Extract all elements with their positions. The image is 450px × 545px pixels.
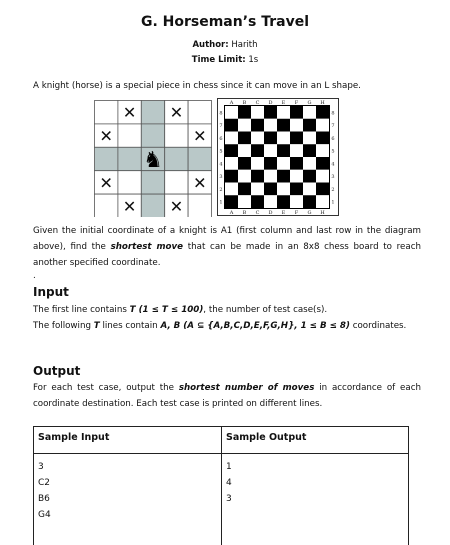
sample-output-cell <box>222 454 409 545</box>
board-square <box>316 170 329 183</box>
output-description <box>33 380 421 412</box>
board-square <box>238 132 251 145</box>
diagram-cell <box>141 171 164 194</box>
file-label: A <box>229 100 234 106</box>
board-square <box>303 157 316 170</box>
board-square <box>277 157 290 170</box>
rank-label: 6 <box>219 135 223 142</box>
diagram-cell <box>118 124 141 147</box>
problem-title: G. Horseman’s Travel <box>140 14 310 30</box>
board-square <box>238 106 251 119</box>
separator-dot: . <box>33 271 36 281</box>
rank-label: 8 <box>331 110 335 117</box>
diagram-cell <box>141 194 164 217</box>
file-label: D <box>268 100 273 106</box>
sample-output-line: 1 <box>226 462 232 472</box>
board-square <box>277 106 290 119</box>
rank-label: 1 <box>331 199 335 206</box>
board-square <box>238 183 251 196</box>
input-line2-c: coordinates. <box>349 321 407 331</box>
file-label: E <box>281 210 286 216</box>
x-mark-icon: ✕ <box>122 196 137 216</box>
sample-input-line: G4 <box>38 510 51 520</box>
input-line2-b: lines contain <box>99 321 161 331</box>
board-square <box>316 183 329 196</box>
board-square <box>251 119 264 132</box>
description-part1: Given the initial coordinate of a knight is A1 (first column and last row in the diagram above), find the <box>33 226 421 252</box>
author-line <box>0 40 450 50</box>
author-value: Harith <box>231 40 258 50</box>
description-emphasis: shortest move <box>110 242 184 252</box>
input-line1-b: , the number of test case(s). <box>203 305 328 315</box>
board-square <box>264 132 277 145</box>
board-square <box>277 170 290 183</box>
rank-label: 8 <box>219 110 223 117</box>
sample-table <box>33 426 409 545</box>
diagram-cell <box>118 171 141 194</box>
board-square <box>264 195 277 208</box>
x-mark-icon: ✕ <box>193 126 207 146</box>
board-square <box>251 132 264 145</box>
sample-output-header: Sample Output <box>222 427 409 454</box>
sample-output-line: 3 <box>226 494 232 504</box>
input-line2-emph2: A, B (A ⊆ {A,B,C,D,E,F,G,H}, 1 ≤ B ≤ 8) <box>160 321 350 331</box>
board-square <box>225 106 238 119</box>
sample-input-line: B6 <box>38 494 50 504</box>
board-square <box>238 157 251 170</box>
sample-input-cell <box>34 454 222 545</box>
diagram-cell <box>188 147 211 170</box>
file-label: F <box>294 100 299 106</box>
file-label: C <box>255 100 260 106</box>
diagram-cell <box>118 147 141 170</box>
rank-label: 4 <box>219 161 223 168</box>
board-square <box>290 195 303 208</box>
input-description <box>33 302 421 334</box>
board-square <box>225 183 238 196</box>
board-square <box>251 195 264 208</box>
diagram-cell <box>95 101 118 124</box>
board-square <box>251 144 264 157</box>
sample-input-header: Sample Input <box>34 427 222 454</box>
time-limit-label: Time Limit: <box>191 55 246 65</box>
knight-icon: ♞ <box>143 148 163 173</box>
board-square <box>316 144 329 157</box>
board-square <box>251 183 264 196</box>
board-square <box>290 170 303 183</box>
board-square <box>316 195 329 208</box>
rank-label: 2 <box>331 186 335 193</box>
chess-board <box>217 98 339 216</box>
file-label: G <box>307 100 312 106</box>
sample-input-line: 3 <box>38 462 44 472</box>
input-heading: Input <box>33 285 69 299</box>
board-square <box>264 183 277 196</box>
rank-label: 6 <box>331 135 335 142</box>
board-square <box>303 132 316 145</box>
x-mark-icon: ✕ <box>169 103 184 123</box>
diagram-cell <box>141 124 164 147</box>
rank-label: 2 <box>219 186 223 193</box>
sample-output-line: 4 <box>226 478 232 488</box>
file-label: F <box>294 210 299 216</box>
board-square <box>277 132 290 145</box>
rank-label: 7 <box>331 123 335 130</box>
board-square <box>303 106 316 119</box>
board-square <box>277 195 290 208</box>
input-line2-a: The following <box>33 321 94 331</box>
rank-label: 5 <box>219 148 223 155</box>
board-square <box>225 170 238 183</box>
diagram-cell <box>165 124 188 147</box>
intro-text: A knight (horse) is a special piece in chess since it can move in an L shape. <box>33 81 361 91</box>
board-square <box>290 119 303 132</box>
diagram-cell <box>141 101 164 124</box>
board-square <box>303 170 316 183</box>
board-square <box>251 157 264 170</box>
output-heading: Output <box>33 364 81 378</box>
input-line1-emph: T (1 ≤ T ≤ 100) <box>129 305 204 315</box>
board-square <box>290 132 303 145</box>
file-label: C <box>255 210 260 216</box>
input-line2-emph1: T <box>93 321 100 331</box>
sample-input-line: C2 <box>38 478 51 488</box>
board-square <box>316 157 329 170</box>
board-square <box>251 170 264 183</box>
knight-move-diagram <box>94 100 212 217</box>
diagram-cell <box>165 171 188 194</box>
board-square <box>290 183 303 196</box>
board-square <box>225 157 238 170</box>
rank-label: 4 <box>331 161 335 168</box>
author-label: Author: <box>192 40 229 50</box>
board-square <box>225 119 238 132</box>
x-mark-icon: ✕ <box>99 126 113 146</box>
board-square <box>264 157 277 170</box>
board-square <box>264 119 277 132</box>
board-square <box>264 106 277 119</box>
file-label: D <box>268 210 273 216</box>
rank-label: 3 <box>219 174 223 181</box>
x-mark-icon: ✕ <box>193 173 207 193</box>
rank-label: 3 <box>331 174 335 181</box>
board-square <box>316 132 329 145</box>
board-square <box>303 183 316 196</box>
board-square <box>290 157 303 170</box>
board-square <box>277 183 290 196</box>
diagram-cell <box>95 147 118 170</box>
file-label: B <box>242 210 247 216</box>
board-square <box>316 106 329 119</box>
board-square <box>264 170 277 183</box>
board-square <box>264 144 277 157</box>
board-square <box>225 195 238 208</box>
time-limit-value: 1s <box>248 55 259 65</box>
diagram-cell <box>188 194 211 217</box>
diagram-cell <box>165 147 188 170</box>
time-limit-line <box>0 55 450 65</box>
board-square <box>277 144 290 157</box>
board-square <box>316 119 329 132</box>
file-label: B <box>242 100 247 106</box>
board-square <box>303 195 316 208</box>
board-square <box>238 195 251 208</box>
board-square <box>238 170 251 183</box>
board-square <box>225 144 238 157</box>
output-text-emph: shortest number of moves <box>178 383 315 393</box>
diagram-cell <box>95 194 118 217</box>
board-square <box>303 119 316 132</box>
rank-label: 5 <box>331 148 335 155</box>
file-label: H <box>320 210 325 216</box>
file-label: E <box>281 100 286 106</box>
board-square <box>303 144 316 157</box>
description-part2: that can be made in an 8x8 chess board to reach another specified coordinate. <box>33 242 421 268</box>
file-label: H <box>320 100 325 106</box>
x-mark-icon: ✕ <box>169 196 184 216</box>
rank-label: 7 <box>219 123 223 130</box>
board-square <box>290 106 303 119</box>
output-text-b: in accordance of each coordinate destination. Each test case is printed on different lines. <box>33 383 421 409</box>
rank-label: 1 <box>219 199 223 206</box>
file-label: G <box>307 210 312 216</box>
input-line1-a: The first line contains <box>33 305 130 315</box>
board-square <box>290 144 303 157</box>
x-mark-icon: ✕ <box>99 173 113 193</box>
diagram-cell <box>188 101 211 124</box>
board-square <box>238 144 251 157</box>
file-label: A <box>229 210 234 216</box>
description-text <box>33 223 421 271</box>
board-square <box>251 106 264 119</box>
board-square <box>225 132 238 145</box>
board-square <box>238 119 251 132</box>
board-square <box>277 119 290 132</box>
output-text-a: For each test case, output the <box>33 383 179 393</box>
x-mark-icon: ✕ <box>122 103 137 123</box>
